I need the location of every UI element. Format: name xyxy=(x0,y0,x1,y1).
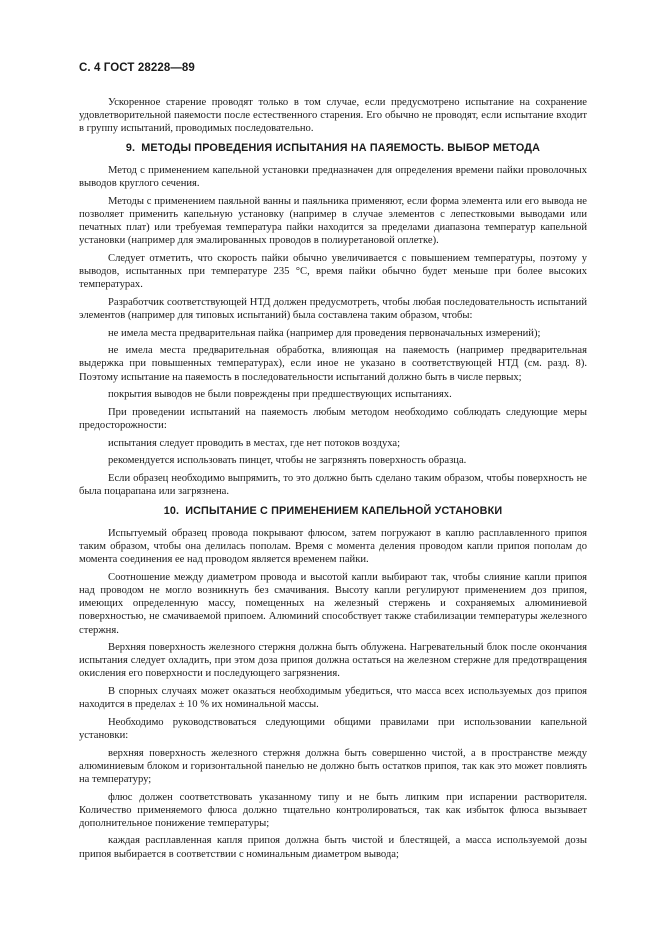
section-9-number: 9. xyxy=(125,142,136,155)
section-9-list-item: не имела места предварительная обработка, влияющая на паяемость (например предварительная выдержка при повышенных температурах), если иное не указано в соответствующей НТД (см. разд. 8). Поэтому испытание на паяемость в последовательности испытаний должно быть в числе первых; xyxy=(79,345,587,383)
section-9-paragraph: При проведении испытаний на паяемость любым методом необходимо соблюдать следующие меры предосторожности: xyxy=(79,406,587,432)
section-9-paragraph: Методы с применением паяльной ванны и паяльника применяют, если форма элемента или его вывода не позволяет применить капельную установку (например в случае элементов с лепестковыми выводами или печатных плат) или требуемая температура пайки находится за пределами диапазона температур капельной установки (например для эмалированных проводов в полиуретановой оплетке). xyxy=(79,196,587,247)
section-9-paragraph: Если образец необходимо выпрямить, то это должно быть сделано таким образом, чтобы поверхность не была поцарапана или загрязнена. xyxy=(79,473,587,498)
running-header: С. 4 ГОСТ 28228—89 xyxy=(79,62,195,74)
section-9-list-item: испытания следует проводить в местах, где нет потоков воздуха; xyxy=(108,437,401,449)
section-10-list-item: каждая расплавленная капля припоя должна быть чистой и блестящей, а масса используемой дозы припоя выбирается в соответствии с номинальным диаметром вывода; xyxy=(79,835,587,860)
intro-paragraph: Ускоренное старение проводят только в том случае, если предусмотрено испытание на сохранение удовлетворительной паяемости после естественного старения. Его обычно не проводят, если испытание входит в группу испытаний, проводимых последовательно. xyxy=(79,97,587,135)
section-10-list-item: верхняя поверхность железного стержня должна быть совершенно чистой, а в пространстве между алюминиевым блоком и горизонтальной панелью не должно быть остатков припоя, так как это может повлиять на температуру; xyxy=(79,747,587,785)
section-10-number: 10. xyxy=(163,505,180,518)
section-10-paragraph: Соотношение между диаметром провода и высотой капли выбирают так, чтобы слияние капли припоя над проводом не могло возникнуть без смачивания. Высоту капли регулируют применением доз припоя, имеющих определенную массу, помещенных на железный стержень и сохраняемых алюминиевой поверхностью, не смачиваемой припоем. Алюминий способствует также стабилизации температуры железного стержня. xyxy=(79,572,587,636)
section-9-list-item: рекомендуется использовать пинцет, чтобы не загрязнять поверхность образца. xyxy=(108,455,467,467)
section-10-paragraph: Испытуемый образец провода покрывают флюсом, затем погружают в каплю расплавленного припоя таким образом, чтобы она делилась пополам. Время с момента деления проводом капли припоя пополам до момента соединения ее над проводом является временем пайки. xyxy=(79,528,587,566)
section-9-paragraph: Следует отметить, что скорость пайки обычно увеличивается с повышением температуры, поэтому у выводов, испытанных при температуре 235 °С, время пайки обычно будет меньше при более высоких температурах. xyxy=(79,253,587,291)
section-10-paragraph: Верхняя поверхность железного стержня должна быть облужена. Нагревательный блок после окончания испытания следует охладить, при этом доза припоя должна остаться на железном стержне для предотвращения окисления его поверхности и последующего загрязнения. xyxy=(79,642,587,680)
section-9-title: МЕТОДЫ ПРОВЕДЕНИЯ ИСПЫТАНИЯ НА ПАЯЕМОСТЬ. ВЫБОР МЕТОДА xyxy=(141,142,541,155)
section-9-heading xyxy=(79,142,587,155)
section-10-paragraph: В спорных случаях может оказаться необходимым убедиться, что масса всех используемых доз припоя находится в пределах ± 10 % их номинальной массы. xyxy=(79,686,587,711)
section-9-list-item: покрытия выводов не были повреждены при предшествующих испытаниях. xyxy=(108,389,452,401)
section-9-paragraph: Метод с применением капельной установки предназначен для определения времени пайки проволочных выводов круглого сечения. xyxy=(79,165,587,190)
section-9-paragraph: Разработчик соответствующей НТД должен предусмотреть, чтобы любая последовательность испытаний элементов (например для типовых испытаний) была составлена таким образом, чтобы: xyxy=(79,296,587,321)
section-9-list-item: не имела места предварительная пайка (например для проведения первоначальных измерений); xyxy=(108,327,541,339)
page-content xyxy=(79,96,587,861)
section-10-list-item: флюс должен соответствовать указанному типу и не быть липким при испарении растворителя. Количество применяемого флюса должно тщательно контролироваться, так как избыток флюса вызывает дополнительное понижение температуры; xyxy=(79,791,587,829)
section-10-paragraph: Необходимо руководствоваться следующими общими правилами при использовании капельной установки: xyxy=(79,716,587,741)
section-10-title: ИСПЫТАНИЕ С ПРИМЕНЕНИЕМ КАПЕЛЬНОЙ УСТАНОВКИ xyxy=(185,505,503,518)
section-10-heading xyxy=(79,505,587,518)
